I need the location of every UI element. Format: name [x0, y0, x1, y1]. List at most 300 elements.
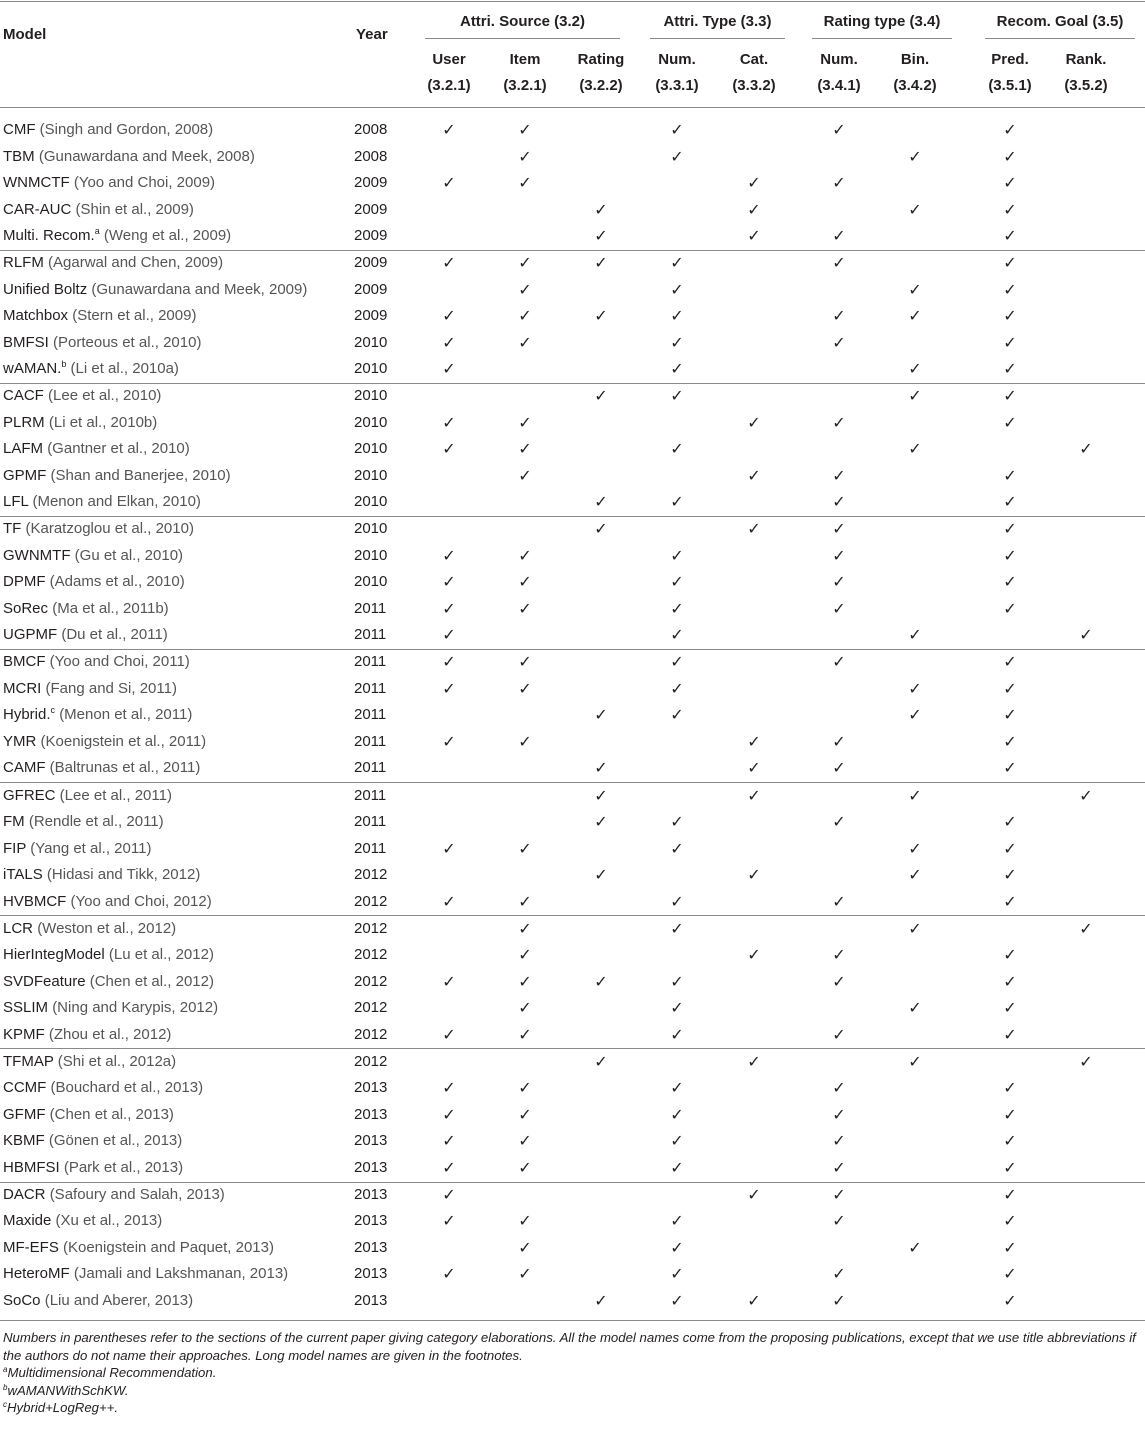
- subheader-section: (3.3.1): [655, 77, 699, 94]
- check-mark: ✓: [594, 253, 608, 273]
- model-citation[interactable]: (Rendle et al., 2011): [28, 813, 164, 830]
- check-mark: ✓: [832, 971, 846, 991]
- model-cell: [3, 840, 151, 858]
- model-citation[interactable]: (Yoo and Choi, 2012): [70, 892, 212, 910]
- model-cell: [3, 1159, 183, 1177]
- check-mark: ✓: [908, 386, 922, 406]
- table-row: [0, 277, 1145, 303]
- year-cell: 2012: [354, 866, 388, 883]
- check-mark: ✓: [670, 678, 684, 698]
- model-citation[interactable]: (Yoo and Choi, 2011): [49, 653, 190, 671]
- subheader-label: Num.: [820, 51, 858, 68]
- check-mark: ✓: [747, 945, 761, 965]
- check-mark: ✓: [670, 998, 684, 1018]
- model-name: LAFM: [3, 440, 44, 458]
- check-mark: ✓: [442, 1104, 456, 1124]
- check-mark: ✓: [594, 386, 608, 406]
- model-cell: [3, 946, 214, 964]
- check-mark: ✓: [832, 1290, 846, 1310]
- model-cell: [3, 414, 157, 432]
- check-mark: ✓: [908, 359, 922, 379]
- check-mark: ✓: [1003, 865, 1017, 884]
- check-mark: ✓: [747, 199, 761, 219]
- top-rule: [0, 1, 1145, 2]
- check-mark: ✓: [518, 465, 532, 485]
- table-row: [0, 223, 1145, 249]
- subheader-section: (3.4.2): [893, 77, 937, 94]
- model-citation[interactable]: (Safoury and Salah, 2013): [49, 1185, 225, 1203]
- check-mark: ✓: [1003, 598, 1017, 618]
- model-header: Model: [3, 26, 47, 43]
- model-citation[interactable]: (Weng et al., 2009): [103, 227, 232, 244]
- check-mark: ✓: [832, 120, 846, 139]
- check-mark: ✓: [1003, 812, 1017, 831]
- model-citation[interactable]: (Lee et al., 2011): [59, 786, 172, 804]
- check-mark: ✓: [518, 598, 532, 618]
- table-row: [0, 1022, 1145, 1048]
- model-citation[interactable]: (Koenigstein and Paquet, 2013): [63, 1238, 274, 1256]
- check-mark: ✓: [1003, 332, 1017, 352]
- year-cell: 2013: [354, 1291, 388, 1309]
- check-mark: ✓: [1003, 998, 1017, 1018]
- model-cell: [3, 653, 190, 671]
- model-citation[interactable]: (Baltrunas et al., 2011): [49, 759, 201, 777]
- year-cell: 2010: [354, 493, 388, 511]
- check-mark: ✓: [442, 598, 456, 618]
- year-cell: 2011: [354, 732, 387, 750]
- table-row: [0, 836, 1145, 862]
- model-citation[interactable]: (Zhou et al., 2012): [48, 1025, 172, 1043]
- check-mark: ✓: [442, 173, 456, 192]
- check-mark: ✓: [1003, 226, 1017, 245]
- model-cell: [3, 387, 161, 405]
- year-cell: 2013: [354, 1265, 388, 1283]
- check-mark: ✓: [747, 465, 761, 485]
- subheader-label: Item: [509, 51, 541, 68]
- check-mark: ✓: [518, 439, 532, 459]
- model-citation[interactable]: (Bouchard et al., 2013): [50, 1079, 204, 1097]
- year-cell: 2010: [354, 520, 388, 538]
- model-citation[interactable]: (Jamali and Lakshmanan, 2013): [73, 1265, 289, 1283]
- footnote-mark: b: [3, 1382, 8, 1392]
- check-mark: ✓: [442, 971, 456, 991]
- table-row: [0, 1182, 1145, 1208]
- check-mark: ✓: [832, 891, 846, 911]
- check-mark: ✓: [832, 652, 846, 672]
- model-name: BMFSI: [3, 333, 49, 351]
- check-mark: ✓: [908, 439, 922, 459]
- model-name: GFREC: [3, 786, 56, 804]
- model-citation[interactable]: (Shi et al., 2012a): [57, 1052, 177, 1070]
- table-row: [0, 117, 1145, 143]
- check-mark: ✓: [518, 173, 532, 192]
- model-cell: [3, 467, 231, 485]
- group-header-attri-type: Attri. Type (3.3): [663, 13, 772, 30]
- footnote-mark: c: [3, 1400, 7, 1409]
- year-cell: 2010: [354, 360, 388, 378]
- footnote-text: Multidimensional Recommendation.: [7, 1365, 217, 1380]
- model-cell: [3, 759, 200, 777]
- check-mark: ✓: [594, 785, 608, 805]
- check-mark: ✓: [908, 146, 922, 166]
- check-mark: ✓: [670, 705, 684, 725]
- check-mark: ✓: [518, 1104, 532, 1124]
- check-mark: ✓: [747, 1290, 761, 1310]
- check-mark: ✓: [518, 1131, 532, 1151]
- check-mark: ✓: [518, 971, 532, 991]
- check-mark: ✓: [747, 412, 761, 432]
- table-row: [0, 676, 1145, 702]
- check-mark: ✓: [518, 731, 532, 751]
- check-mark: ✓: [442, 412, 456, 432]
- subheader-label: Rank.: [1065, 51, 1107, 68]
- model-citation[interactable]: (Weston et al., 2012): [37, 919, 177, 937]
- subheader-section: (3.2.1): [427, 77, 471, 94]
- model-citation[interactable]: (Park et al., 2013): [63, 1158, 184, 1176]
- table-row: [0, 1261, 1145, 1287]
- check-mark: ✓: [518, 306, 532, 326]
- year-cell: 2011: [354, 626, 387, 644]
- model-cell: [3, 493, 201, 511]
- model-name: PLRM: [3, 413, 45, 431]
- check-mark: ✓: [670, 971, 684, 991]
- check-mark: ✓: [442, 652, 456, 672]
- footnote-item: [3, 1364, 1141, 1382]
- check-mark: ✓: [747, 1184, 761, 1204]
- check-mark: ✓: [670, 1131, 684, 1151]
- check-mark: ✓: [670, 652, 684, 672]
- check-mark: ✓: [442, 545, 456, 565]
- model-citation[interactable]: (Stern et al., 2009): [72, 307, 197, 325]
- model-cell: [3, 1132, 182, 1150]
- check-mark: ✓: [832, 1264, 846, 1284]
- check-mark: ✓: [1079, 625, 1093, 645]
- check-mark: ✓: [747, 785, 761, 805]
- check-mark: ✓: [518, 253, 532, 273]
- year-cell: 2011: [354, 706, 387, 724]
- check-mark: ✓: [832, 1024, 846, 1044]
- model-citation[interactable]: (Li et al., 2010b): [48, 413, 158, 431]
- model-name: FIP: [3, 839, 27, 857]
- check-mark: ✓: [518, 1157, 532, 1177]
- model-name: CACF: [3, 387, 44, 405]
- check-mark: ✓: [1079, 439, 1093, 459]
- check-mark: ✓: [518, 279, 532, 299]
- table-row: [0, 729, 1145, 755]
- check-mark: ✓: [670, 146, 684, 166]
- check-mark: ✓: [594, 226, 608, 245]
- check-mark: ✓: [1003, 971, 1017, 991]
- subheader-label: Cat.: [739, 51, 769, 68]
- check-mark: ✓: [518, 1264, 532, 1284]
- check-mark: ✓: [747, 731, 761, 751]
- table-bottom-rule: [0, 1320, 1145, 1321]
- check-mark: ✓: [832, 598, 846, 618]
- year-cell: 2008: [354, 147, 388, 165]
- model-name: CAMF: [3, 759, 46, 777]
- check-mark: ✓: [518, 146, 532, 166]
- check-mark: ✓: [832, 545, 846, 565]
- footnote-marker: a: [94, 226, 100, 236]
- year-cell: 2013: [354, 1185, 388, 1203]
- model-citation[interactable]: (Gunawardana and Meek, 2009): [91, 280, 308, 298]
- check-mark: ✓: [832, 332, 846, 352]
- group-header-rating-type: Rating type (3.4): [823, 13, 941, 30]
- year-cell: 2013: [354, 1158, 388, 1176]
- year-cell: 2013: [354, 1212, 388, 1230]
- model-cell: [3, 1186, 225, 1204]
- check-mark: ✓: [1003, 359, 1017, 379]
- check-mark: ✓: [1003, 1078, 1017, 1098]
- model-citation[interactable]: (Ning and Karypis, 2012): [52, 999, 219, 1017]
- check-mark: ✓: [594, 812, 608, 831]
- table-row: [0, 383, 1145, 409]
- check-mark: ✓: [670, 545, 684, 565]
- model-citation[interactable]: (Yang et al., 2011): [30, 839, 152, 857]
- group-header-attri-source: Attri. Source (3.2): [459, 13, 586, 30]
- model-citation[interactable]: (Adams et al., 2010): [49, 573, 185, 591]
- check-mark: ✓: [442, 1264, 456, 1284]
- year-cell: 2013: [354, 1105, 388, 1123]
- check-mark: ✓: [1003, 572, 1017, 592]
- model-name: TFMAP: [3, 1052, 54, 1070]
- table-row: [0, 1235, 1145, 1261]
- year-cell: 2013: [354, 1238, 388, 1256]
- check-mark: ✓: [442, 678, 456, 698]
- table-row: [0, 356, 1145, 382]
- check-mark: ✓: [1003, 146, 1017, 166]
- footnote-marker: b: [61, 359, 67, 370]
- check-mark: ✓: [670, 918, 684, 938]
- check-mark: ✓: [442, 332, 456, 352]
- model-cell: [3, 547, 183, 565]
- check-mark: ✓: [518, 918, 532, 938]
- check-mark: ✓: [832, 1184, 846, 1204]
- check-mark: ✓: [1003, 1104, 1017, 1124]
- check-mark: ✓: [908, 918, 922, 938]
- model-citation[interactable]: (Agarwal and Chen, 2009): [48, 254, 224, 272]
- check-mark: ✓: [518, 891, 532, 911]
- check-mark: ✓: [832, 173, 846, 192]
- group-rule-attri-source: [425, 38, 620, 39]
- check-mark: ✓: [518, 120, 532, 139]
- year-cell: 2012: [354, 972, 388, 990]
- check-mark: ✓: [442, 838, 456, 858]
- model-name: CCMF: [3, 1079, 47, 1097]
- model-citation[interactable]: (Liu and Aberer, 2013): [44, 1291, 194, 1309]
- model-cell: [3, 334, 201, 352]
- subheader-section: (3.5.1): [988, 77, 1032, 94]
- subheader-label: User: [432, 51, 466, 68]
- table-row: [0, 916, 1145, 942]
- model-cell: [3, 1079, 203, 1097]
- check-mark: ✓: [1003, 1131, 1017, 1151]
- model-citation[interactable]: (Menon et al., 2011): [59, 706, 193, 724]
- model-citation[interactable]: (Du et al., 2011): [61, 626, 168, 644]
- check-mark: ✓: [1003, 731, 1017, 751]
- model-cell: [3, 1292, 193, 1310]
- check-mark: ✓: [670, 1157, 684, 1177]
- model-citation[interactable]: (Fang and Si, 2011): [45, 679, 177, 697]
- check-mark: ✓: [832, 758, 846, 778]
- check-mark: ✓: [1003, 891, 1017, 911]
- table-row: [0, 410, 1145, 436]
- model-cell: [3, 1212, 162, 1230]
- model-cell: [3, 733, 206, 751]
- table-row: [0, 809, 1145, 835]
- check-mark: ✓: [670, 598, 684, 618]
- check-mark: ✓: [1003, 199, 1017, 219]
- table-row: [0, 622, 1145, 648]
- footnote-text: wAMANWithSchKW.: [7, 1382, 129, 1398]
- model-citation[interactable]: (Gunawardana and Meek, 2008): [38, 147, 255, 165]
- model-citation[interactable]: (Koenigstein et al., 2011): [40, 732, 207, 750]
- model-name: Hybrid.: [3, 706, 51, 724]
- check-mark: ✓: [1003, 838, 1017, 858]
- check-mark: ✓: [908, 998, 922, 1018]
- model-cell: [3, 121, 213, 139]
- model-cell: [3, 600, 169, 618]
- model-name: GFMF: [3, 1105, 46, 1123]
- model-cell: [3, 174, 215, 192]
- check-mark: ✓: [908, 865, 922, 884]
- year-cell: 2013: [354, 1079, 388, 1097]
- check-mark: ✓: [670, 812, 684, 831]
- model-name: SSLIM: [3, 999, 49, 1017]
- check-mark: ✓: [670, 332, 684, 352]
- model-cell: [3, 1026, 171, 1044]
- check-mark: ✓: [518, 332, 532, 352]
- table-row: [0, 170, 1145, 196]
- year-cell: 2010: [354, 546, 388, 564]
- model-citation[interactable]: (Karatzoglou et al., 2010): [25, 520, 194, 538]
- year-cell: 2010: [354, 440, 388, 458]
- check-mark: ✓: [518, 678, 532, 698]
- year-cell: 2011: [354, 599, 387, 617]
- model-citation[interactable]: (Gönen et al., 2013): [48, 1132, 183, 1150]
- model-citation[interactable]: (Chen et al., 2012): [89, 972, 214, 990]
- model-cell: [3, 893, 212, 911]
- table-row: [0, 569, 1145, 595]
- check-mark: ✓: [832, 572, 846, 592]
- check-mark: ✓: [908, 625, 922, 645]
- model-citation[interactable]: (Shan and Banerjee, 2010): [50, 466, 231, 484]
- year-cell: 2010: [354, 413, 388, 431]
- check-mark: ✓: [1003, 253, 1017, 273]
- model-citation[interactable]: (Porteous et al., 2010): [53, 333, 202, 351]
- year-cell: 2010: [354, 466, 388, 484]
- model-cell: [3, 999, 218, 1017]
- check-mark: ✓: [670, 625, 684, 645]
- model-cell: [3, 920, 176, 938]
- table-row: [0, 303, 1145, 329]
- model-name: TF: [3, 520, 22, 538]
- table-row: [0, 969, 1145, 995]
- model-citation[interactable]: (Xu et al., 2013): [55, 1212, 163, 1230]
- check-mark: ✓: [747, 226, 761, 245]
- model-name: GPMF: [3, 466, 47, 484]
- check-mark: ✓: [518, 1237, 532, 1257]
- model-name: MCRI: [3, 679, 42, 697]
- table-row: [0, 755, 1145, 781]
- model-citation[interactable]: (Lee et al., 2010): [48, 387, 162, 405]
- check-mark: ✓: [594, 1290, 608, 1310]
- subheader-section: (3.2.2): [579, 77, 623, 94]
- model-citation[interactable]: (Yoo and Choi, 2009): [73, 174, 216, 191]
- model-citation[interactable]: (Ma et al., 2011b): [52, 599, 169, 617]
- check-mark: ✓: [832, 731, 846, 751]
- table-footnotes: [3, 1329, 1141, 1417]
- subheader-label: Num.: [658, 51, 696, 68]
- model-name: DACR: [3, 1185, 46, 1203]
- model-name: CAR-AUC: [3, 200, 72, 218]
- check-mark: ✓: [670, 439, 684, 459]
- check-mark: ✓: [442, 1157, 456, 1177]
- check-mark: ✓: [442, 1024, 456, 1044]
- check-mark: ✓: [1003, 1290, 1017, 1310]
- model-cell: [3, 440, 190, 458]
- table-row: [0, 516, 1145, 542]
- model-cell: [3, 307, 196, 325]
- model-cell: [3, 227, 231, 245]
- check-mark: ✓: [518, 1211, 532, 1231]
- model-citation[interactable]: (Shin et al., 2009): [75, 200, 194, 218]
- model-name: iTALS: [3, 866, 43, 883]
- model-citation[interactable]: (Singh and Gordon, 2008): [39, 121, 214, 138]
- check-mark: ✓: [670, 572, 684, 592]
- model-citation[interactable]: (Li et al., 2010a): [70, 360, 179, 378]
- model-name: BMCF: [3, 653, 46, 671]
- check-mark: ✓: [832, 1157, 846, 1177]
- year-cell: 2011: [354, 759, 387, 777]
- year-cell: 2009: [354, 200, 388, 218]
- model-citation[interactable]: (Chen et al., 2013): [49, 1105, 174, 1123]
- check-mark: ✓: [1003, 492, 1017, 512]
- model-name: FM: [3, 813, 25, 830]
- footnote-intro: Numbers in parentheses refer to the sections of the current paper giving category elaborations. All the model names come from the proposing publications, except that we use title abbreviations if the authors do not name their approaches. Long model names are given in the footnotes.: [3, 1330, 1136, 1363]
- table-row: [0, 889, 1145, 915]
- year-cell: 2009: [354, 280, 388, 298]
- model-cell: [3, 706, 192, 724]
- year-cell: 2013: [354, 1132, 388, 1150]
- group-rule-recom-goal: [985, 38, 1135, 39]
- model-name: MF-EFS: [3, 1238, 59, 1256]
- table-row: [0, 463, 1145, 489]
- check-mark: ✓: [1003, 519, 1017, 539]
- model-citation[interactable]: (Lu et al., 2012): [108, 946, 214, 964]
- model-cell: [3, 360, 179, 378]
- year-cell: 2011: [354, 679, 387, 697]
- model-citation[interactable]: (Hidasi and Tikk, 2012): [46, 866, 201, 883]
- model-citation[interactable]: (Gantner et al., 2010): [47, 440, 190, 458]
- check-mark: ✓: [1003, 1237, 1017, 1257]
- check-mark: ✓: [1003, 1184, 1017, 1204]
- check-mark: ✓: [594, 199, 608, 219]
- model-citation[interactable]: (Menon and Elkan, 2010): [32, 493, 201, 511]
- model-name: TBM: [3, 147, 35, 165]
- check-mark: ✓: [832, 1104, 846, 1124]
- check-mark: ✓: [1079, 785, 1093, 805]
- table-row: [0, 995, 1145, 1021]
- check-mark: ✓: [670, 1211, 684, 1231]
- model-name: YMR: [3, 732, 37, 750]
- model-citation[interactable]: (Gu et al., 2010): [74, 546, 184, 564]
- check-mark: ✓: [908, 838, 922, 858]
- table-row: [0, 250, 1145, 276]
- footnote-text: Hybrid+LogReg++.: [7, 1400, 119, 1415]
- check-mark: ✓: [832, 226, 846, 245]
- model-name: HVBMCF: [3, 892, 67, 910]
